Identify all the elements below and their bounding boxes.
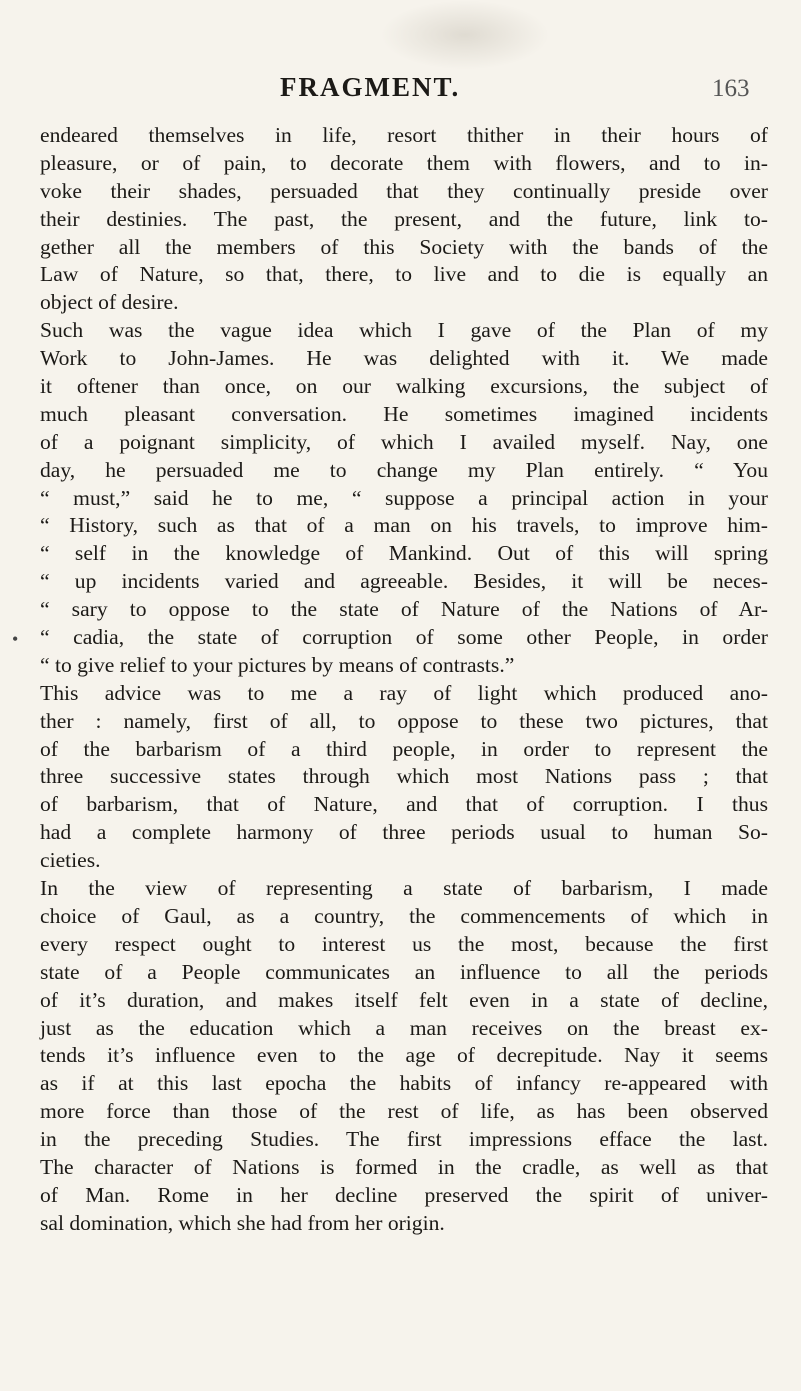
text-line: of a poignant simplicity, of which I availed myself. Nay, one [40, 429, 768, 454]
text-line: more force than those of the rest of life, as has been observed [40, 1099, 768, 1124]
text-line: Work to John-James. He was delighted with it. We made [40, 346, 768, 371]
text-line: Such was the vague idea which I gave of the Plan of my [40, 318, 768, 343]
text-line: endeared themselves in life, resort thither in their hours of [40, 123, 768, 147]
text-line: This advice was to me a ray of light which produced ano- [40, 680, 768, 705]
margin-dot: • [12, 629, 19, 649]
text-line: their destinies. The past, the present, and the future, link to- [40, 206, 768, 231]
text-line: of Man. Rome in her decline preserved the spirit of univer- [40, 1182, 768, 1207]
text-line: in the preceding Studies. The first impressions efface the last. [40, 1127, 768, 1152]
text-line: much pleasant conversation. He sometimes imagined incidents [40, 401, 768, 426]
ink-smudge [380, 0, 550, 70]
text-line: of it’s duration, and makes itself felt even in a state of decline, [40, 987, 768, 1012]
text-line: object of desire. [40, 290, 179, 315]
text-line: “ sary to oppose to the state of Nature of the Nations of Ar- [40, 597, 768, 622]
page-number: 163 [712, 75, 750, 102]
text-line: “ History, such as that of a man on his travels, to improve him- [40, 513, 768, 538]
text-line: had a complete harmony of three periods usual to human So- [40, 820, 768, 845]
page-header [0, 72, 801, 112]
text-line: state of a People communicates an influence to all the periods [40, 959, 768, 984]
text-line: sal domination, which she had from her origin. [40, 1210, 445, 1235]
running-head: FRAGMENT. [280, 72, 461, 102]
text-line: ther : namely, first of all, to oppose to these two pictures, that [40, 708, 768, 733]
text-line: “ self in the knowledge of Mankind. Out of this will spring [40, 541, 768, 566]
text-line: choice of Gaul, as a country, the commencements of which in [40, 903, 768, 928]
text-line: as if at this last epocha the habits of infancy re-appeared with [40, 1071, 768, 1096]
text-line: it oftener than once, on our walking excursions, the subject of [40, 374, 768, 399]
text-line: “ must,” said he to me, “ suppose a principal action in your [40, 485, 768, 510]
text-line: gether all the members of this Society with the bands of the [40, 234, 768, 259]
text-line: voke their shades, persuaded that they continually preside over [40, 178, 768, 203]
text-line: “ up incidents varied and agreeable. Besides, it will be neces- [40, 569, 768, 594]
text-line: The character of Nations is formed in the cradle, as well as that [40, 1154, 768, 1179]
text-line: pleasure, or of pain, to decorate them with flowers, and to in- [40, 150, 768, 175]
text-line: cieties. [40, 848, 101, 873]
text-line: just as the education which a man receives on the breast ex- [40, 1015, 768, 1040]
text-line: three successive states through which most Nations pass ; that [40, 764, 768, 789]
text-line: every respect ought to interest us the most, because the first [40, 931, 768, 956]
text-line: In the view of representing a state of barbarism, I made [40, 876, 768, 901]
text-line: Law of Nature, so that, there, to live and to die is equally an [40, 262, 768, 287]
text-line: of the barbarism of a third people, in order to represent the [40, 736, 768, 761]
text-line: tends it’s influence even to the age of decrepitude. Nay it seems [40, 1043, 768, 1068]
text-line: day, he persuaded me to change my Plan entirely. “ You [40, 457, 768, 482]
text-line: “ to give relief to your pictures by means of contrasts.” [40, 652, 515, 677]
text-line: of barbarism, that of Nature, and that of corruption. I thus [40, 792, 768, 817]
body-text [40, 122, 768, 1238]
text-line: “ cadia, the state of corruption of some other People, in order [40, 625, 768, 650]
